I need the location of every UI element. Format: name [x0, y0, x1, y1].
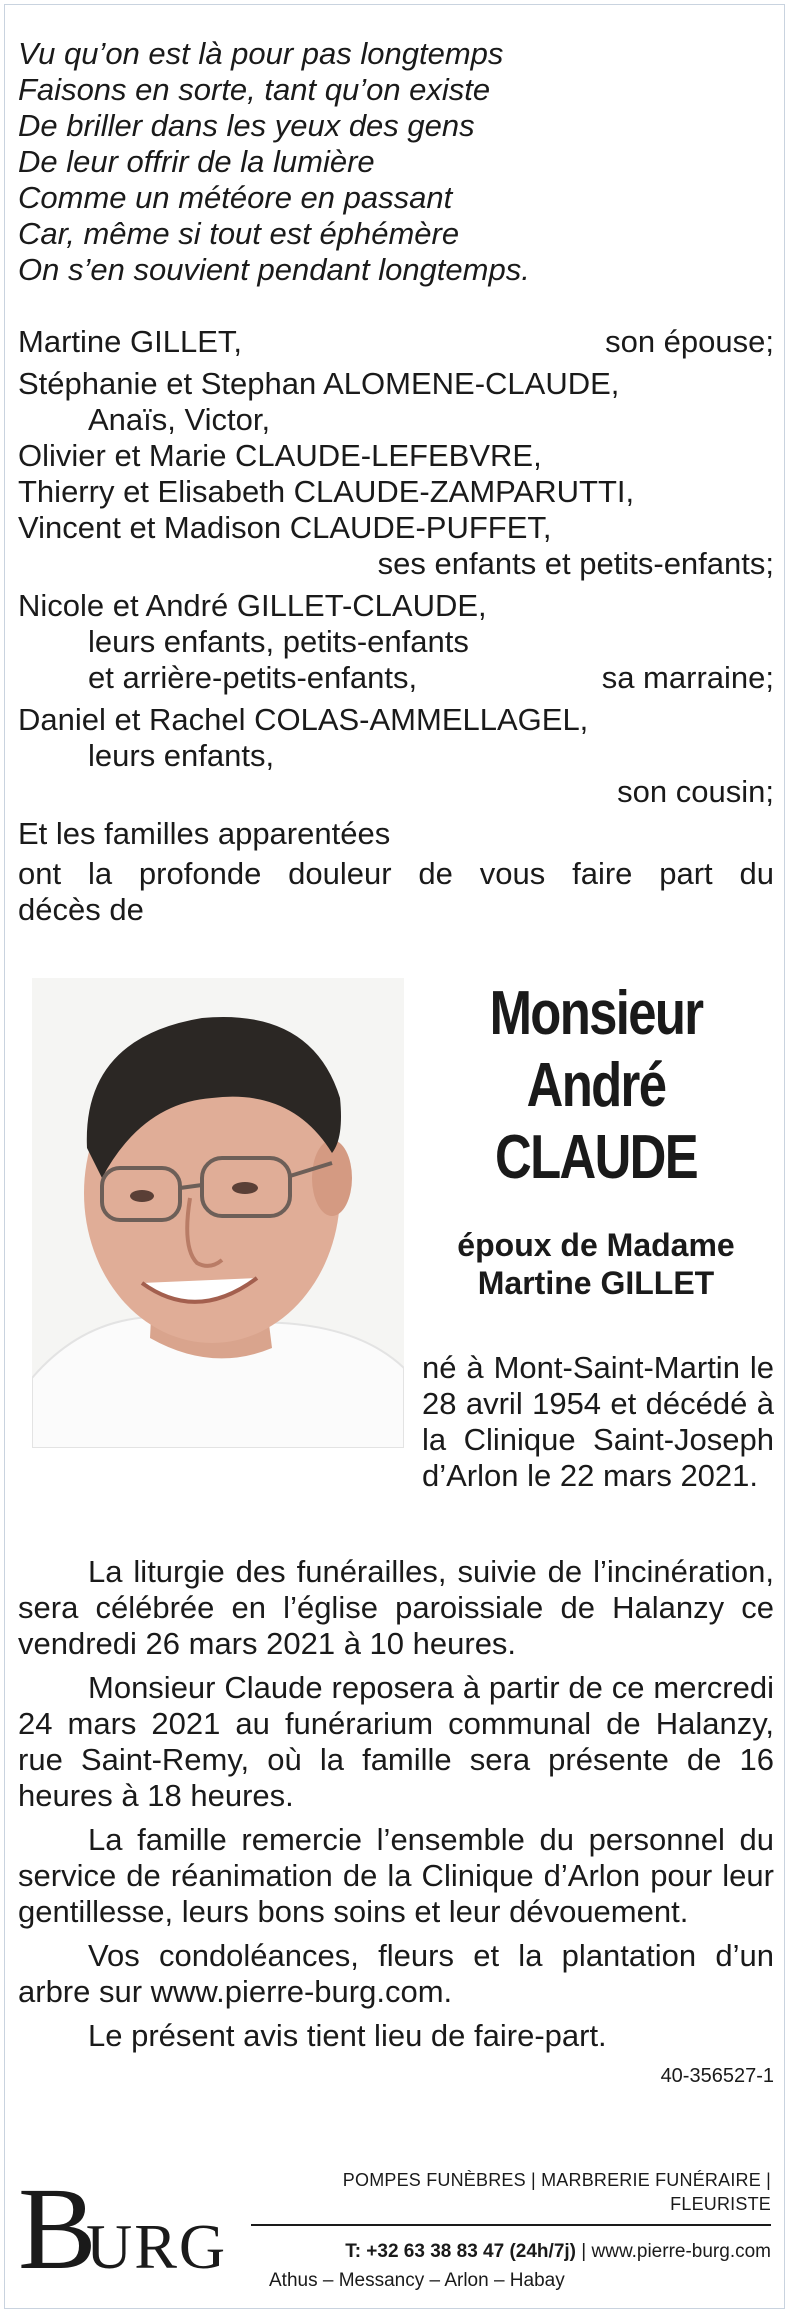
children-entry: Vincent et Madison CLAUDE-PUFFET,	[18, 510, 552, 545]
poem-line: Faisons en sorte, tant qu’on existe	[18, 72, 491, 107]
poem-line: Comme un météore en passant	[18, 180, 453, 215]
services-line: POMPES FUNÈBRES | MARBRERIE FUNÉRAIRE | FLEURISTE	[342, 2170, 771, 2214]
liturgy-paragraph	[18, 1554, 774, 1662]
godmother-row	[18, 660, 774, 696]
spouse-line-1: époux de Madame	[457, 1227, 735, 1263]
godmother-line2: leurs enfants, petits-enfants	[88, 624, 469, 659]
website-link[interactable]: www.pierre-burg.com	[591, 2241, 771, 2262]
birth-death-text	[422, 1350, 774, 1494]
announcement-line: ont la profonde douleur de vous faire part du	[18, 856, 774, 891]
portrait-photo	[32, 978, 404, 1448]
godmother-entry: Nicole et André GILLET-CLAUDE,	[18, 588, 487, 623]
thanks-paragraph	[18, 1822, 774, 1930]
contact-separator: |	[581, 2241, 587, 2262]
contact-line	[251, 2238, 771, 2266]
svg-text:URG: URG	[86, 2211, 228, 2282]
spouse-role: son épouse;	[605, 324, 774, 359]
deceased-first-name: André	[526, 1051, 666, 1120]
reference-number: 40-356527-1	[660, 2065, 774, 2087]
godmother-role: sa marraine;	[601, 660, 774, 695]
obituary-content	[18, 36, 774, 2088]
birth-death-paragraph: né à Mont-Saint-Martin le 28 avril 1954 et décédé à la Clinique Saint-Joseph d’Arlon le 22 mars 2021.	[422, 1350, 774, 1493]
spouse-name: Martine GILLET,	[18, 324, 242, 359]
poem	[18, 36, 774, 288]
portrait-illustration	[32, 978, 404, 1448]
announcement-line: décès de	[18, 892, 144, 927]
svg-text:B: B	[18, 2164, 97, 2284]
deceased-section	[18, 978, 774, 1546]
poem-line: On s’en souvient pendant longtemps.	[18, 252, 530, 287]
children-entry: Thierry et Elisabeth CLAUDE-ZAMPARUTTI,	[18, 474, 635, 509]
spouse-row	[18, 324, 774, 360]
cousin-line2: leurs enfants,	[88, 738, 275, 773]
notice-paragraph	[18, 2018, 774, 2054]
deceased-last-name: CLAUDE	[494, 1123, 697, 1192]
burg-logo	[18, 2164, 233, 2284]
grandchildren-entry: Anaïs, Victor,	[88, 402, 271, 437]
funeral-details	[18, 1554, 774, 2054]
condolences-paragraph	[18, 1938, 774, 2010]
paragraph-text: Le présent avis tient lieu de faire-part.	[88, 2018, 607, 2053]
footer-divider	[251, 2224, 771, 2226]
announcement	[18, 856, 774, 928]
poem-line: Car, même si tout est éphémère	[18, 216, 460, 251]
deceased-name	[418, 978, 774, 1302]
towns-line: Athus – Messancy – Arlon – Habay	[269, 2270, 565, 2291]
paragraph-text: Vos condoléances, fleurs et la plantation d’un arbre sur www.pierre-burg.com.	[18, 1938, 774, 2009]
poem-line: Vu qu’on est là pour pas longtemps	[18, 36, 504, 71]
phone-number: T: +32 63 38 83 47	[345, 2241, 505, 2262]
children-entry: Olivier et Marie CLAUDE-LEFEBVRE,	[18, 438, 542, 473]
poem-line: De leur offrir de la lumière	[18, 144, 375, 179]
family-list	[18, 324, 774, 928]
spouse-line-2: Martine GILLET	[477, 1265, 715, 1301]
godmother-line3: et arrière-petits-enfants,	[88, 660, 418, 695]
paragraph-text: Monsieur Claude reposera à partir de ce mercredi 24 mars 2021 au funérarium communal de Halanzy, rue Saint-Remy, où la famille sera présente de 16 heures à 18 heures.	[18, 1670, 774, 1813]
phone-hours: (24h/7j)	[509, 2241, 576, 2262]
spouse-line	[418, 1226, 774, 1302]
footer-info	[251, 2168, 771, 2296]
deceased-title: Monsieur	[489, 979, 703, 1048]
burg-logo-mark	[18, 2164, 233, 2284]
poem-line: De briller dans les yeux des gens	[18, 108, 475, 143]
paragraph-text: La famille remercie l’ensemble du personnel du service de réanimation de la Clinique d’Arlon pour leur gentillesse, leurs bons soins et leur dévouement.	[18, 1822, 774, 1929]
funerarium-paragraph	[18, 1670, 774, 1814]
children-entry: Stéphanie et Stephan ALOMENE-CLAUDE,	[18, 366, 620, 401]
cousin-entry: Daniel et Rachel COLAS-AMMELLAGEL,	[18, 702, 589, 737]
relatives-line: Et les familles apparentées	[18, 816, 391, 851]
cousin-role: son cousin;	[617, 774, 774, 809]
paragraph-text: La liturgie des funérailles, suivie de l’incinération, sera célébrée en l’église paroissiale de Halanzy ce vendredi 26 mars 2021 à 10 heures.	[18, 1554, 774, 1661]
funeral-home-footer	[18, 2164, 774, 2291]
children-role: ses enfants et petits-enfants;	[377, 546, 774, 581]
